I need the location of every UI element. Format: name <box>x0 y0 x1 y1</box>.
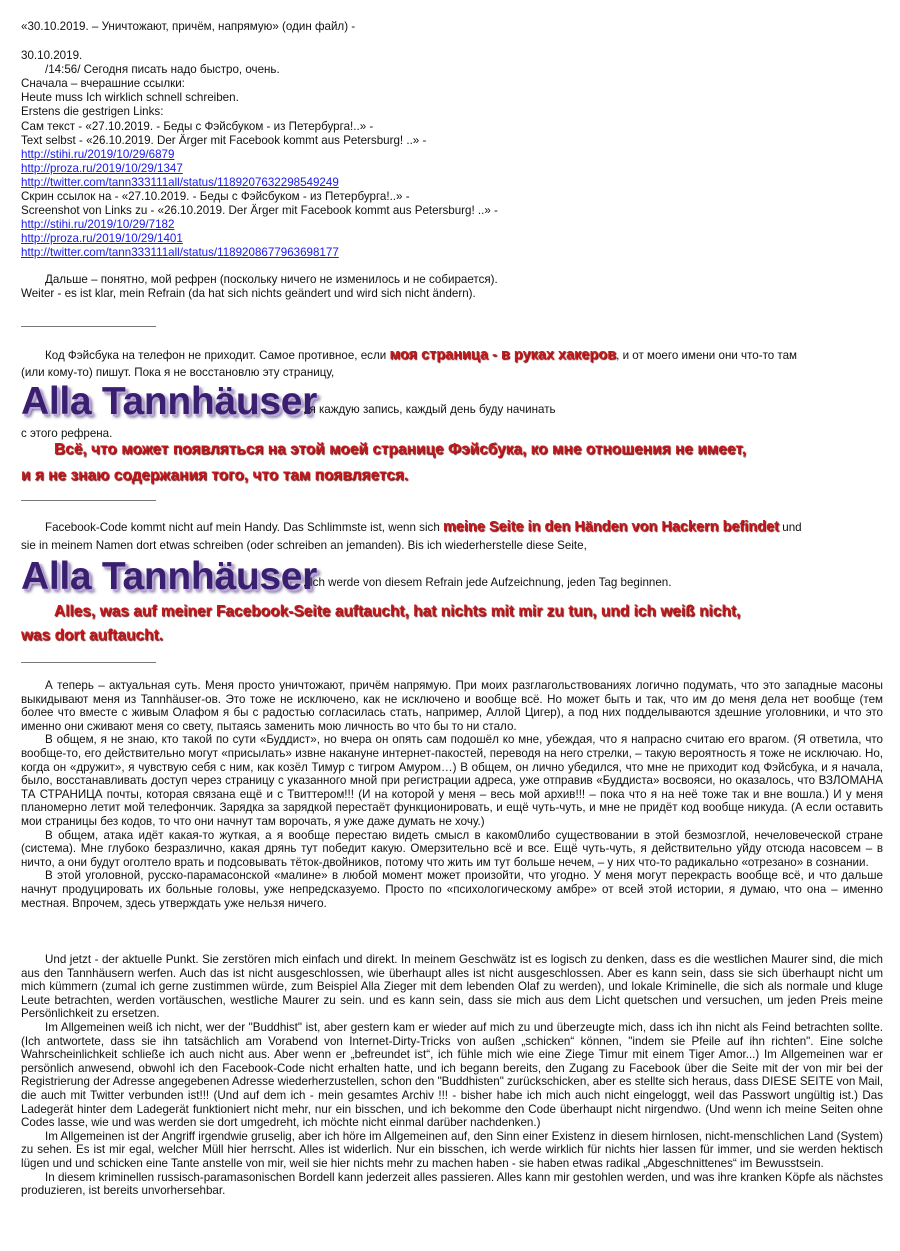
refrain-ru-line-2: (или кому-то) пишут. Пока я не восстановлю эту страницу, <box>21 366 335 379</box>
first-links-ru: Сначала – вчерашние ссылки: <box>21 77 185 90</box>
link-twitter-2[interactable]: http://twitter.com/tann333111all/status/1189208677963698177 <box>21 246 339 259</box>
separator <box>21 500 156 501</box>
refrain-de-line-1 <box>45 519 802 536</box>
screen-de-line: Screenshot von Links zu - «26.10.2019. Der Ärger mit Facebook kommt aus Petersburg! ..» - <box>21 204 498 217</box>
refrain-de-text: Facebook-Code kommt nicht auf mein Handy. Das Schlimmste ist, wenn sich <box>45 521 440 534</box>
title-line: «30.10.2019. – Уничтожают, причём, напрямую» (один файл) - <box>21 20 356 33</box>
link-stihi-2[interactable]: http://stihi.ru/2019/10/29/7182 <box>21 218 175 231</box>
hacked-page-highlight: моя страница - в руках хакеров <box>389 347 617 363</box>
paragraph: В этой уголовной, русско-парамасонской «малине» в любой момент может произойти, что угодно. У меня могут перекрасть вообще всё, и что дальше начнут продуцировать их больные головы, уже непредсказуемо. Просто по «психологическому амбре» от всей этой истории, я думаю, что она – именно местная. Впрочем, здесь утверждать уже нельзя ничего. <box>21 869 883 910</box>
body-de <box>21 953 883 1198</box>
disclaimer-ru-2: и я не знаю содержания того, что там появляется. <box>21 467 409 484</box>
separator <box>21 662 156 663</box>
refrain-ru-line-1 <box>45 347 797 364</box>
paragraph: In diesem kriminellen russisch-paramasonischen Bordell kann jederzeit alles passieren. Alles kann mir gestohlen werden, und was ihre kranken Köpfe als nächstes produzieren, ist bereits unvorhersehbar. <box>21 1170 883 1198</box>
date-line: 30.10.2019. <box>21 49 83 62</box>
separator <box>21 326 156 327</box>
refrain-intro-ru: Дальше – понятно, мой рефрен (поскольку ничего не изменилось и не собирается). <box>45 273 498 286</box>
text-de-line: Text selbst - «26.10.2019. Der Ärger mit Facebook kommt aus Petersburg! ..» - <box>21 134 427 147</box>
refrain-de-text-end: und <box>782 521 802 534</box>
refrain-intro-de: Weiter - es ist klar, mein Refrain (da hat sich nichts geändert und wird sich nicht ändern). <box>21 287 476 300</box>
refrain-de-line-2: sie in meinem Namen dort etwas schreiben (oder schreiben an jemanden). Bis ich wiederherstelle diese Seite, <box>21 539 587 552</box>
link-stihi-1[interactable]: http://stihi.ru/2019/10/29/6879 <box>21 148 175 161</box>
paragraph: В общем, атака идёт какая-то жуткая, а я вообще перестаю видеть смысл в каком0либо существовании в этой безмозглой, нечеловеческой стране (система). Мне глубоко безразлично, какая дрянь тут победит какую. Омерзительно всё и все. Ещё чуть-чуть, я действительно уйду отсюда насовсем – в ничто, а они будут оголтело врать и подсовывать тёток-двойников, потому что жить им тут больше нечем, – у них что-то радикально «отрезано» в сознании. <box>21 828 883 869</box>
disclaimer-de-2: was dort auftaucht. <box>21 627 164 644</box>
paragraph: В общем, я не знаю, кто такой по сути «Буддист», но вчера он опять сам подошёл ко мне, убеждая, что я напрасно считаю его врагом. (Я ответила, что вообще-то, его действительно могут «присылать» извне накануне интернет-пакостей, переводя на него стрелки, – такую вероятность я тоже не исключаю. Но, когда он «дружит», я чувствую себя с ним, как козёл Тимур с тигром Амуром…) В общем, он лично убедился, что мне не приходит код Фэйсбука, и я начала, было, восстанавливать доступ через страницу с указанного мной при регистрации адреса, уже отправив «Буддиста» восвояси, но оказалось, что ВЗЛОМАНА ТА СТРАНИЦА почты, которая связана ещё и с Твиттером!!! (И на которой у меня – весь мой архив!!! – пока что я на неё тоже так и вне вошла.) И у меня планомерно летит мой телефончик. Зарядка за зарядкой перестаёт функционировать, и ещё чуть-чуть, и мне не придёт код вообще никуда. (А если оставить мои страницы без кодов, то что они начнут там ворочать, я уже даже думать не хочу.) <box>21 733 883 828</box>
first-links-de: Erstens die gestrigen Links: <box>21 105 164 118</box>
time-line: /14:56/ Сегодня писать надо быстро, очень. <box>45 63 280 76</box>
body-ru <box>21 679 883 910</box>
link-proza-1[interactable]: http://proza.ru/2019/10/29/1347 <box>21 162 183 175</box>
disclaimer-de-1: Alles, was auf meiner Facebook-Seite auftaucht, hat nichts mit mir zu tun, und ich weiß nicht, <box>54 603 741 620</box>
text-ru-line: Сам текст - «27.10.2019. - Беды с Фэйсбуком - из Петербурга!..» - <box>21 120 374 133</box>
refrain-ru-line-4: с этого рефрена. <box>21 427 113 440</box>
paragraph: А теперь – актуальная суть. Меня просто уничтожают, причём напрямую. При моих разглагольствованиях логично подумать, что это западные масоны выкидывают меня из Tannhäuser-ов. Это тоже не исключено, как не исключено и вообще всё. Но может быть и так, что им до меня дела нет вообще (тем более что вместе с живым Олафом я бы с радостью согласилась стать, например, Аллой Цигер), а под них подделываются здешние уголовники, и что это именно они сживают меня со свету, пытаясь заменить мою личность во что бы то ни стало. <box>21 679 883 733</box>
disclaimer-ru-1: Всё, что может появляться на этой моей странице Фэйсбука, ко мне отношения не имеет, <box>54 441 747 458</box>
alla-tannhauser-logo-de: Alla Tannhäuser <box>21 555 318 598</box>
alla-tannhauser-logo: Alla Tannhäuser <box>21 380 318 423</box>
link-twitter-1[interactable]: http://twitter.com/tann333111all/status/1189207632298549249 <box>21 176 339 189</box>
link-proza-2[interactable]: http://proza.ru/2019/10/29/1401 <box>21 232 183 245</box>
hacked-page-highlight-de: meine Seite in den Händen von Hackern befindet <box>443 519 780 535</box>
paragraph: Im Allgemeinen weiß ich nicht, wer der "Buddhist" ist, aber gestern kam er wieder auf mich zu und überzeugte mich, dass ich ihn nicht als Feind betrachten sollte. (Ich antwortete, dass sie ihn tatsächlich am Vorabend von Internet-Dirty-Tricks von außen „schicken“ können, "indem sie Pfeile auf ihn richten". Eine solche Wahrscheinlichkeit schließe ich auch nicht aus. Aber wenn er „befreundet ist“, ich fühle mich wie eine Ziege Timur mit einem Tiger Amor...) Im Allgemeinen war er persönlich anwesend, obwohl ich den Facebook-Code nicht erhalten hatte, und ich begann bereits, den Zugang zu Facebook über die Seite mit der von mir bei der Registrierung der Adresse angegebenen Adresse wiederherzustellen, schon den "Buddhisten" zurückschicken, aber es stellte sich heraus, dass DIESE SEITE von Mail, die auch mit Twitter verbunden ist!!! (Und auf dem ich - mein gesamtes Archiv !!! - bisher habe ich mich auch nicht eingeloggt, weil das Passwort ungültig ist.) Das Ladegerät hinter dem Ladegerät funktioniert nicht mehr, nur ein bisschen, und ich bekomme den Code überhaupt nicht nirgendwo. (Und wenn ich meine Seiten ohne Codes lasse, wie und was werden sie dort umgedreht, ich möchte nicht einmal darüber nachdenken.) <box>21 1020 883 1130</box>
intro-de: Heute muss Ich wirklich schnell schreiben. <box>21 91 239 104</box>
refrain-de-after-logo: , Ich werde von diesem Refrain jede Aufzeichnung, jeden Tag beginnen. <box>303 576 672 589</box>
refrain-ru-after-logo: , я каждую запись, каждый день буду начинать <box>303 403 556 416</box>
paragraph: Im Allgemeinen ist der Angriff irgendwie gruselig, aber ich höre im Allgemeinen auf, den Sinn einer Existenz in diesem hirnlosen, nicht-menschlichen Land (System) zu sehen. Es ist mir egal, welcher Müll hier herrscht. Alles ist widerlich. Nur ein bisschen, ich werde wirklich für nichts hier lassen für immer, und sie werden hektisch lügen und und schicken eine Tante anstelle von mir, weil sie hier nichts mehr zu machen haben - sie haben etwas radikal „Abgeschnittenes“ im Bewusstsein. <box>21 1129 883 1170</box>
refrain-ru-text: Код Фэйсбука на телефон не приходит. Самое противное, если <box>45 349 387 362</box>
refrain-ru-text-end: , и от моего имени они что-то там <box>616 349 798 362</box>
screen-ru-line: Скрин ссылок на - «27.10.2019. - Беды с Фэйсбуком - из Петербурга!..» - <box>21 190 410 203</box>
paragraph: Und jetzt - der aktuelle Punkt. Sie zerstören mich einfach und direkt. In meinem Geschwätz ist es logisch zu denken, dass es die westlichen Maurer sind, die mich aus den Tannhäusern werfen. Auch das ist nicht ausgeschlossen, wie überhaupt alles ist nicht ausgeschlossen. Aber es kann sein, dass sie sich überhaupt nicht um mich kümmern (zumal ich gerne zustimmen würde, zum Beispiel Alla Zieger mit dem lebenden Olaf zu werden), und lokale Kriminelle, die sich als normale und kluge Leute betrachten, werden vortäuschen, westliche Maurer zu sein. und es kann sein, dass sie mich aus dem Licht quetschen und versuchen, um jeden Preis meine Persönlichkeit zu ersetzen. <box>21 953 883 1021</box>
